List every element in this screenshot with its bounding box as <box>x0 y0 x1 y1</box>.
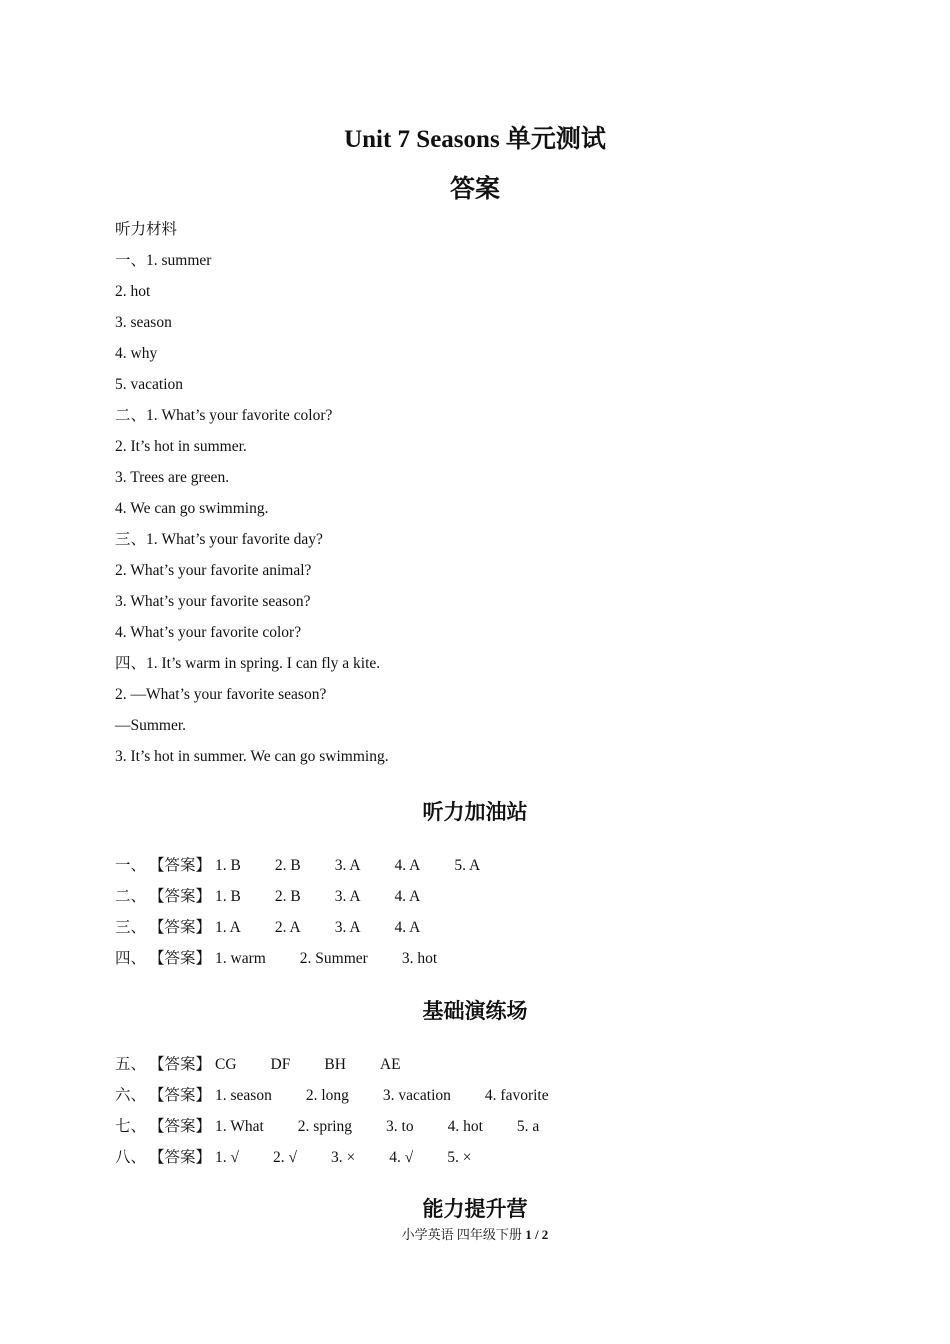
answer-item: 2. long <box>305 1087 349 1104</box>
question-number: 七、 <box>115 1118 147 1135</box>
answer-tag: 【答案】 <box>149 1149 212 1166</box>
answer-item: 2. spring <box>297 1118 353 1135</box>
listening-line: 3. What’s your favorite season? <box>115 593 311 610</box>
answer-tag: 【答案】 <box>149 1087 212 1104</box>
listening-line: 四、1. It’s warm in spring. I can fly a kite. <box>115 655 381 672</box>
answer-tag: 【答案】 <box>149 857 212 874</box>
answer-tag: 【答案】 <box>149 1118 212 1135</box>
question-number: 一、 <box>115 857 147 874</box>
answer-tag: 【答案】 <box>149 1056 212 1073</box>
answer-row <box>115 1142 875 1173</box>
answer-item: 2. B <box>274 888 301 905</box>
section-title-basics: 基础演练场 <box>422 999 528 1023</box>
answer-item: 1. season <box>215 1087 272 1104</box>
listening-line: 三、1. What’s your favorite day? <box>115 531 323 548</box>
answer-item: AE <box>379 1056 401 1073</box>
answer-item: DF <box>270 1056 291 1073</box>
answer-item: 5. A <box>454 857 481 874</box>
question-number: 四、 <box>115 950 147 967</box>
answer-item: 3. vacation <box>382 1087 451 1104</box>
page-footer <box>0 1225 950 1245</box>
answer-item: 2. √ <box>273 1149 298 1166</box>
answer-item: 5. × <box>447 1149 472 1166</box>
document-subtitle: 答案 <box>449 176 500 203</box>
answer-item: 2. Summer <box>299 950 368 967</box>
answer-tag: 【答案】 <box>149 919 212 936</box>
answer-item: 3. A <box>334 919 361 936</box>
footer-text: 小学英语 四年级下册 <box>401 1227 522 1242</box>
listening-line: 4. We can go swimming. <box>115 500 269 517</box>
listening-line: 一、1. summer <box>115 252 212 269</box>
listening-line: 3. Trees are green. <box>115 469 230 486</box>
answer-item: BH <box>324 1056 346 1073</box>
listening-line: 4. What’s your favorite color? <box>115 624 302 641</box>
listening-line: 2. —What’s your favorite season? <box>115 686 327 703</box>
section-title-listening: 听力加油站 <box>422 800 528 824</box>
question-number: 六、 <box>115 1087 147 1104</box>
answer-row <box>115 881 875 912</box>
answer-item: 1. B <box>215 857 241 874</box>
question-number: 五、 <box>115 1056 147 1073</box>
answer-item: 2. B <box>274 857 301 874</box>
answer-list-listening <box>115 850 875 974</box>
listening-line: 4. why <box>115 345 158 362</box>
answer-row <box>115 1080 875 1111</box>
answer-item: 5. a <box>516 1118 540 1135</box>
answer-item: 4. hot <box>447 1118 483 1135</box>
answer-item: 4. √ <box>389 1149 414 1166</box>
answer-row <box>115 912 875 943</box>
answer-tag: 【答案】 <box>149 950 212 967</box>
answer-item: 1. √ <box>215 1149 240 1166</box>
answer-item: 3. A <box>334 888 361 905</box>
listening-material <box>115 214 875 772</box>
listening-line: 3. season <box>115 314 172 331</box>
answer-item: 3. × <box>331 1149 356 1166</box>
answer-item: 1. A <box>215 919 241 936</box>
question-number: 八、 <box>115 1149 147 1166</box>
answer-item: 1. B <box>215 888 241 905</box>
answer-item: 4. A <box>394 857 421 874</box>
answer-item: CG <box>215 1056 237 1073</box>
answer-item: 1. warm <box>215 950 266 967</box>
question-number: 三、 <box>115 919 147 936</box>
listening-line: 2. What’s your favorite animal? <box>115 562 312 579</box>
listening-heading: 听力材料 <box>115 221 178 238</box>
answer-row <box>115 850 875 881</box>
answer-item: 4. favorite <box>484 1087 549 1104</box>
answer-item: 3. to <box>386 1118 414 1135</box>
answer-item: 4. A <box>394 888 421 905</box>
listening-line: 二、1. What’s your favorite color? <box>115 407 333 424</box>
answer-item: 1. What <box>215 1118 264 1135</box>
answer-item: 4. A <box>394 919 421 936</box>
answer-row <box>115 1049 875 1080</box>
answer-row <box>115 1111 875 1142</box>
answer-item: 3. A <box>334 857 361 874</box>
listening-line: —Summer. <box>115 717 187 734</box>
listening-line: 5. vacation <box>115 376 184 393</box>
answer-tag: 【答案】 <box>149 888 212 905</box>
page-number: 1 / 2 <box>525 1227 549 1242</box>
answer-item: 2. A <box>274 919 301 936</box>
listening-line: 2. It’s hot in summer. <box>115 438 247 455</box>
answer-item: 3. hot <box>401 950 438 967</box>
section-title-ability: 能力提升营 <box>422 1197 528 1221</box>
listening-line: 3. It’s hot in summer. We can go swimming. <box>115 748 389 765</box>
answer-row <box>115 943 875 974</box>
document-title: Unit 7 Seasons 单元测试 <box>344 126 606 153</box>
answer-list-basics <box>115 1049 875 1173</box>
listening-line: 2. hot <box>115 283 151 300</box>
question-number: 二、 <box>115 888 147 905</box>
